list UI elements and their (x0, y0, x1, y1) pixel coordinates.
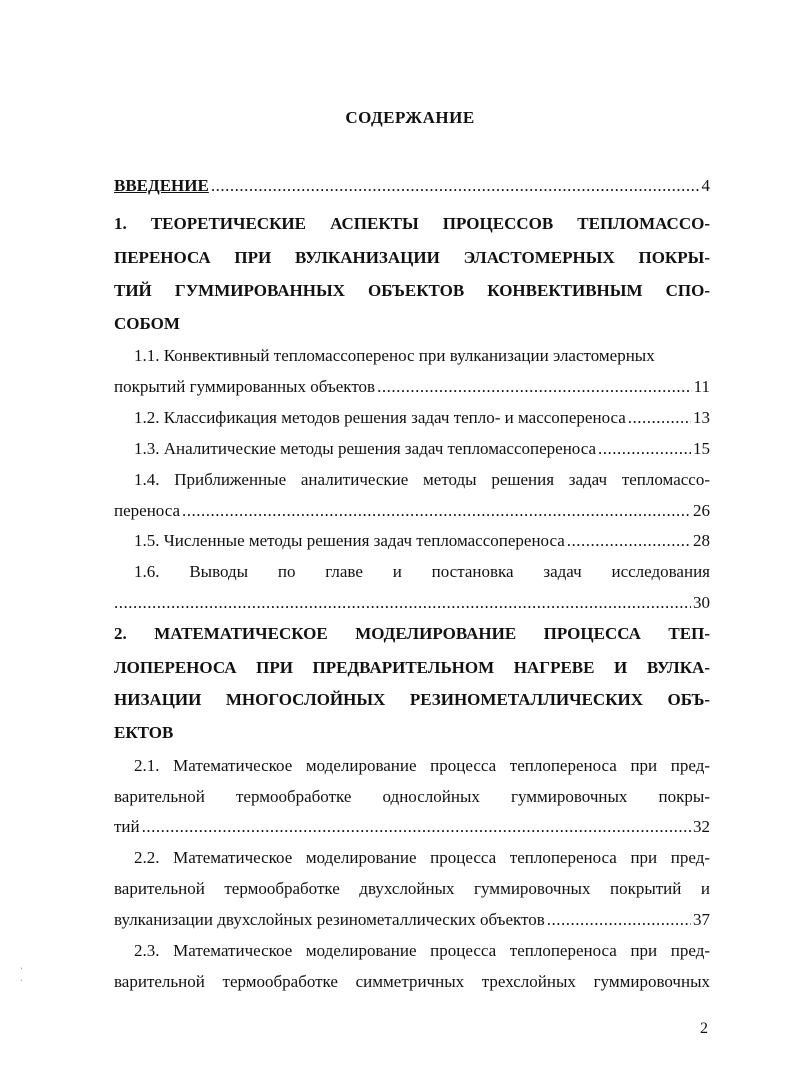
toc-subentry-label: переноса (114, 501, 181, 520)
toc-subentry-line: 2.3. Математическое моделирование процесса теплопереноса при пред- (134, 941, 710, 960)
toc-subentry (114, 593, 710, 613)
toc-subentry (114, 817, 710, 837)
toc-page-number: 30 (693, 593, 710, 612)
toc-subentry-line: 2.1. Математическое моделирование процесса теплопереноса при пред- (134, 756, 710, 775)
toc-page-number: 37 (693, 910, 710, 929)
toc-subentry-label: покрытий гуммированных объектов (114, 377, 376, 396)
section-heading-line: 2. МАТЕМАТИЧЕСКОЕ МОДЕЛИРОВАНИЕ ПРОЦЕССА ТЕП- (114, 624, 710, 643)
page-number: 2 (700, 1020, 708, 1037)
dot-leader (567, 531, 691, 551)
dot-leader (598, 439, 691, 459)
toc-entry-label: ВВЕДЕНИЕ (114, 176, 209, 195)
toc-subentry-line: варительной термообработке однослойных гуммировочных покры- (114, 787, 710, 806)
dot-leader (142, 817, 691, 837)
toc-subentry (134, 439, 710, 459)
toc-subentry (114, 501, 710, 521)
section-heading-line: ЕКТОВ (114, 723, 174, 742)
toc-page-number: 11 (693, 377, 710, 396)
toc-page-number: 26 (693, 501, 710, 520)
dot-leader (377, 377, 692, 397)
toc-subentry-label: 1.2. Классификация методов решения задач тепло- и массопереноса (134, 408, 626, 427)
toc-subentry-label: 1.5. Численные методы решения задач тепломассопереноса (134, 531, 565, 550)
toc-subentry-line: 1.1. Конвективный тепломассоперенос при вулканизации эластомерных (134, 346, 655, 365)
toc-subentry-line: варительной термообработке двухслойных гуммировочных покрытий и (114, 879, 710, 898)
section-heading-line: НИЗАЦИИ МНОГОСЛОЙНЫХ РЕЗИНОМЕТАЛЛИЧЕСКИХ ОБЪ- (114, 690, 710, 709)
dot-leader (114, 593, 691, 613)
dot-leader (182, 501, 691, 521)
dot-leader (211, 176, 700, 196)
section-heading-line: 1. ТЕОРЕТИЧЕСКИЕ АСПЕКТЫ ПРОЦЕССОВ ТЕПЛОМАССО- (114, 214, 710, 233)
toc-page-number: 28 (693, 531, 710, 550)
toc-subentry-line: варительной термообработке симметричных трехслойных гуммировочных (114, 972, 710, 991)
toc-subentry (134, 531, 710, 551)
scan-mark: ˎ (20, 960, 23, 969)
toc-subentry (114, 910, 710, 930)
toc-page-number: 4 (701, 176, 710, 195)
toc-subentry-label: 1.3. Аналитические методы решения задач тепломассопереноса (134, 439, 597, 458)
toc-subentry (114, 377, 710, 397)
section-heading-line: ПЕРЕНОСА ПРИ ВУЛКАНИЗАЦИИ ЭЛАСТОМЕРНЫХ ПОКРЫ- (114, 248, 710, 267)
toc-entry-intro (114, 176, 710, 196)
toc-subentry-line: 1.6. Выводы по главе и постановка задач исследования (134, 562, 710, 581)
section-heading-line: ТИЙ ГУММИРОВАННЫХ ОБЪЕКТОВ КОНВЕКТИВНЫМ СПО- (114, 281, 710, 300)
toc-subentry-label: тий (114, 817, 140, 836)
toc-subentry-label: вулканизации двухслойных резинометаллических объектов (114, 910, 545, 929)
dot-leader (547, 910, 691, 930)
dot-leader (628, 408, 691, 428)
page-title: СОДЕРЖАНИЕ (345, 108, 475, 127)
scan-mark: ˎ (20, 972, 23, 981)
section-heading-line: СОБОМ (114, 314, 180, 333)
toc-page-number: 13 (693, 408, 710, 427)
toc-page-number: 15 (693, 439, 710, 458)
toc-page-number: 32 (693, 817, 710, 836)
toc-subentry-line: 1.4. Приближенные аналитические методы решения задач тепломассо- (134, 470, 710, 489)
toc-subentry (134, 408, 710, 428)
section-heading-line: ЛОПЕРЕНОСА ПРИ ПРЕДВАРИТЕЛЬНОМ НАГРЕВЕ И ВУЛКА- (114, 658, 710, 677)
toc-subentry-line: 2.2. Математическое моделирование процесса теплопереноса при пред- (134, 848, 710, 867)
